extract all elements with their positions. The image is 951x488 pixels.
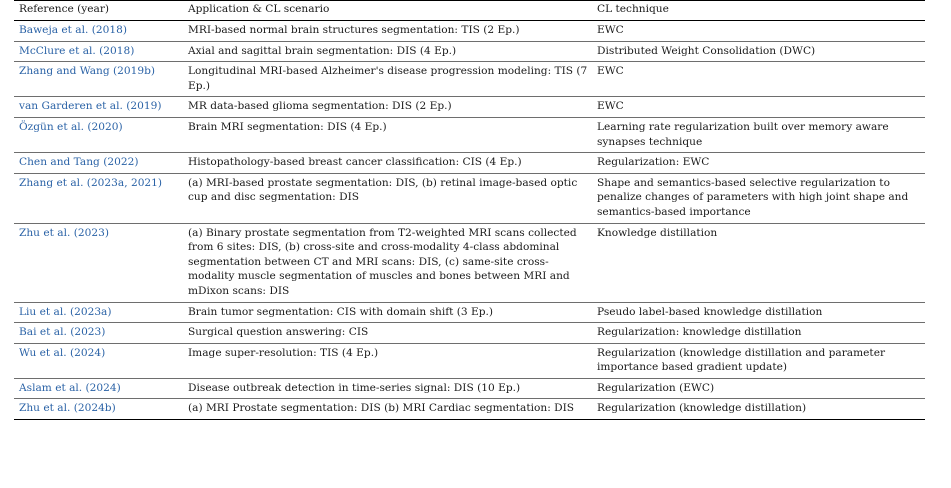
reference-cell: [14, 62, 183, 97]
technique-cell: Regularization (EWC): [597, 381, 715, 394]
technique-cell: Regularization (knowledge distillation and parameter importance based gradient update): [597, 346, 886, 374]
reference-close-paren: ): [150, 65, 156, 78]
reference-close-paren: ): [130, 44, 135, 57]
reference-year-link[interactable]: 2023a: [74, 305, 108, 318]
reference-close-paren: ): [111, 402, 116, 415]
table-row: [14, 343, 925, 378]
reference-author-link[interactable]: Özgün et al. (: [19, 120, 92, 133]
technique-cell: Regularization: EWC: [597, 156, 710, 169]
reference-author-link[interactable]: van Garderen et al. (: [19, 100, 131, 113]
application-cell: Image super-resolution: TIS (4 Ep.): [188, 346, 379, 359]
reference-year-link[interactable]: 2023a, 2021: [90, 176, 158, 189]
application-cell: Longitudinal MRI-based Alzheimer's disease progression modeling: TIS (7 Ep.): [188, 65, 588, 92]
reference-cell: [14, 378, 183, 399]
technique-cell: Pseudo label-based knowledge distillation: [597, 305, 823, 318]
technique-cell: Distributed Weight Consolidation (DWC): [597, 44, 816, 57]
technique-cell: Regularization: knowledge distillation: [597, 326, 802, 339]
table-row: [14, 302, 925, 323]
reference-close-paren: ): [122, 24, 127, 36]
technique-cell: EWC: [597, 65, 624, 78]
reference-year-link[interactable]: 2019: [130, 100, 158, 113]
table-header: [14, 1, 925, 21]
technique-cell: Learning rate regularization built over memory aware synapses technique: [597, 120, 889, 148]
reference-close-paren: ): [118, 120, 123, 133]
reference-author-link[interactable]: Chen and Tang (: [19, 156, 108, 169]
reference-cell: [14, 117, 183, 152]
reference-close-paren: ): [134, 156, 139, 169]
reference-cell: [14, 302, 183, 323]
reference-author-link[interactable]: Liu et al. (: [19, 305, 75, 318]
application-cell: MR data-based glioma segmentation: DIS (2 Ep.): [188, 100, 452, 113]
header-row: [14, 1, 925, 21]
reference-close-paren: ): [101, 326, 106, 339]
application-cell: MRI-based normal brain structures segmentation: TIS (2 Ep.): [188, 24, 520, 36]
application-cell: (a) MRI-based prostate segmentation: DIS, (b) retinal image-based optic cup and disc segmentation: DIS: [188, 176, 578, 204]
reference-close-paren: ): [104, 226, 109, 239]
reference-author-link[interactable]: Aslam et al. (: [19, 381, 90, 394]
reference-year-link[interactable]: 2023: [77, 226, 105, 239]
application-cell: Surgical question answering: CIS: [188, 326, 369, 339]
table-row: [14, 41, 925, 62]
table-row: [14, 323, 925, 344]
application-cell: Histopathology-based breast cancer classification: CIS (4 Ep.): [188, 156, 522, 169]
reference-author-link[interactable]: Zhang and Wang (: [19, 65, 118, 78]
table-row: [14, 223, 925, 302]
application-cell: (a) Binary prostate segmentation from T2-weighted MRI scans collected from 6 sites: DIS, (b) cross-site and cross-modality 4-class abdominal segmentation between CT and MRI scans: DIS, (c) same-site cross-modality muscle segmentation of muscles and bones between MRI and mDixon scans: DIS: [188, 226, 577, 297]
reference-year-link[interactable]: 2024: [74, 346, 102, 359]
reference-cell: [14, 21, 183, 42]
reference-author-link[interactable]: McClure et al. (: [19, 44, 104, 57]
reference-year-link[interactable]: 2020: [91, 120, 119, 133]
technique-cell: Regularization (knowledge distillation): [597, 402, 807, 415]
reference-cell: [14, 173, 183, 223]
reference-close-paren: ): [157, 176, 163, 189]
reference-year-link[interactable]: 2019b: [117, 65, 151, 78]
header-reference: Reference (year): [19, 3, 110, 15]
reference-cell: [14, 97, 183, 118]
reference-year-link[interactable]: 2018: [103, 44, 131, 57]
reference-year-link[interactable]: 2023: [74, 326, 102, 339]
table-row: [14, 21, 925, 42]
table-body: [14, 21, 925, 420]
application-cell: Disease outbreak detection in time-series signal: DIS (10 Ep.): [188, 381, 521, 394]
application-cell: Axial and sagittal brain segmentation: DIS (4 Ep.): [188, 44, 457, 57]
reference-year-link[interactable]: 2024b: [77, 402, 112, 415]
reference-year-link[interactable]: 2022: [107, 156, 135, 169]
reference-close-paren: ): [116, 381, 121, 394]
reference-author-link[interactable]: Bai et al. (: [19, 326, 75, 339]
literature-table: [14, 0, 925, 420]
technique-cell: EWC: [597, 24, 624, 36]
reference-cell: [14, 41, 183, 62]
application-cell: (a) MRI Prostate segmentation: DIS (b) MRI Cardiac segmentation: DIS: [188, 402, 575, 415]
reference-cell: [14, 153, 183, 174]
reference-cell: [14, 223, 183, 302]
reference-close-paren: ): [101, 346, 106, 359]
table-row: [14, 378, 925, 399]
table-row: [14, 399, 925, 420]
reference-author-link[interactable]: Zhang et al. (: [19, 176, 91, 189]
table-row: [14, 62, 925, 97]
reference-cell: [14, 343, 183, 378]
reference-author-link[interactable]: Zhu et al. (: [19, 226, 78, 239]
table-row: [14, 153, 925, 174]
technique-cell: Knowledge distillation: [597, 226, 718, 239]
reference-author-link[interactable]: Wu et al. (: [19, 346, 75, 359]
reference-author-link[interactable]: Zhu et al. (: [19, 402, 78, 415]
reference-close-paren: ): [107, 305, 112, 318]
application-cell: Brain tumor segmentation: CIS with domain shift (3 Ep.): [188, 305, 494, 318]
header-application: Application & CL scenario: [188, 3, 330, 15]
reference-year-link[interactable]: 2024: [89, 381, 117, 394]
reference-year-link[interactable]: 2018: [95, 24, 123, 36]
header-technique: CL technique: [597, 3, 669, 15]
reference-cell: [14, 399, 183, 420]
table-row: [14, 97, 925, 118]
reference-close-paren: ): [157, 100, 162, 113]
reference-author-link[interactable]: Baweja et al. (: [19, 24, 96, 36]
table-row: [14, 173, 925, 223]
table-row: [14, 117, 925, 152]
technique-cell: EWC: [597, 100, 624, 113]
application-cell: Brain MRI segmentation: DIS (4 Ep.): [188, 120, 387, 133]
technique-cell: Shape and semantics-based selective regularization to penalize changes of parameters with high joint shape and semantics-based importance: [597, 176, 909, 218]
reference-cell: [14, 323, 183, 344]
